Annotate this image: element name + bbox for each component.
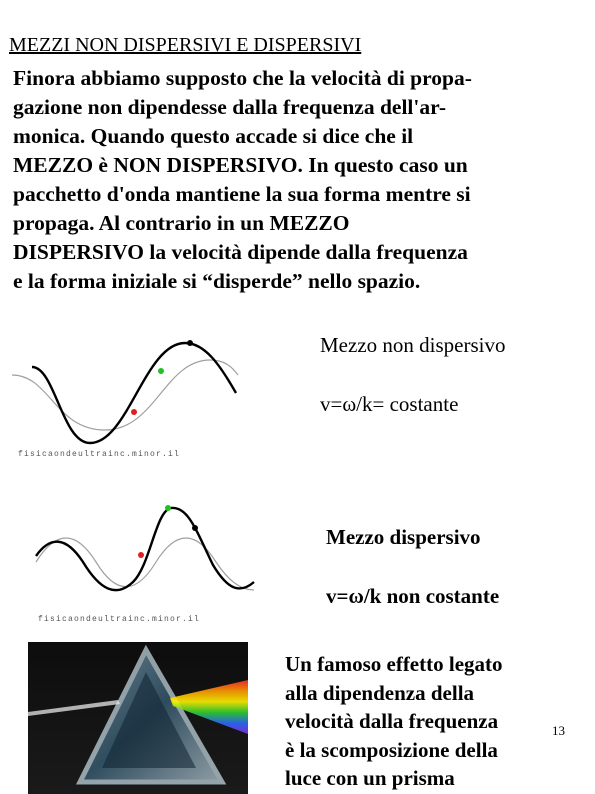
intro-line: pacchetto d'onda mantiene la sua forma mentre si bbox=[13, 182, 471, 206]
main-wave bbox=[32, 343, 236, 443]
prism-caption-line: velocità dalla frequenza bbox=[285, 709, 499, 733]
ghost-wave bbox=[12, 360, 238, 430]
figure-credit: fisicaondeultrainc.minor.il bbox=[38, 615, 201, 624]
intro-line: monica. Quando questo accade si dice che il bbox=[13, 124, 414, 148]
main-wave bbox=[36, 508, 254, 590]
figure-credit: fisicaondeultrainc.minor.il bbox=[18, 450, 181, 459]
dispersive-formula: v=ω/k non costante bbox=[326, 584, 500, 608]
intro-line: MEZZO è NON DISPERSIVO. In questo caso un bbox=[13, 153, 468, 177]
dispersive-wave-plot bbox=[28, 500, 258, 625]
intro-line: Finora abbiamo supposto che la velocità di propa- bbox=[13, 66, 472, 90]
intro-line: propaga. Al contrario in un MEZZO bbox=[13, 211, 350, 235]
intro-line: gazione non dipendesse dalla frequenza dell'ar- bbox=[13, 95, 447, 119]
intro-line: DISPERSIVO la velocità dipende dalla frequenza bbox=[13, 240, 468, 264]
prism-caption-line: Un famoso effetto legato bbox=[285, 652, 503, 676]
black-dot bbox=[187, 340, 193, 346]
slide-title: MEZZI NON DISPERSIVI E DISPERSIVI bbox=[9, 34, 362, 56]
prism-caption-line: è la scomposizione della bbox=[285, 737, 498, 762]
intro-paragraph bbox=[13, 64, 583, 296]
non-dispersive-formula: v=ω/k= costante bbox=[320, 392, 459, 416]
green-dot bbox=[165, 505, 171, 511]
page-number: 13 bbox=[552, 723, 565, 738]
non-dispersive-wave-plot bbox=[10, 335, 240, 460]
prism-caption bbox=[285, 650, 503, 793]
non-dispersive-label: Mezzo non dispersivo bbox=[320, 333, 506, 357]
red-dot bbox=[131, 409, 137, 415]
red-dot bbox=[138, 552, 144, 558]
intro-line: e la forma iniziale si “disperde” nello spazio. bbox=[13, 269, 421, 293]
black-dot bbox=[192, 525, 198, 531]
green-dot bbox=[158, 368, 164, 374]
prism-caption-line: luce con un prisma bbox=[285, 766, 455, 790]
prism-image bbox=[28, 642, 248, 794]
dispersive-label: Mezzo dispersivo bbox=[326, 525, 481, 549]
prism-caption-line: alla dipendenza della bbox=[285, 680, 475, 705]
